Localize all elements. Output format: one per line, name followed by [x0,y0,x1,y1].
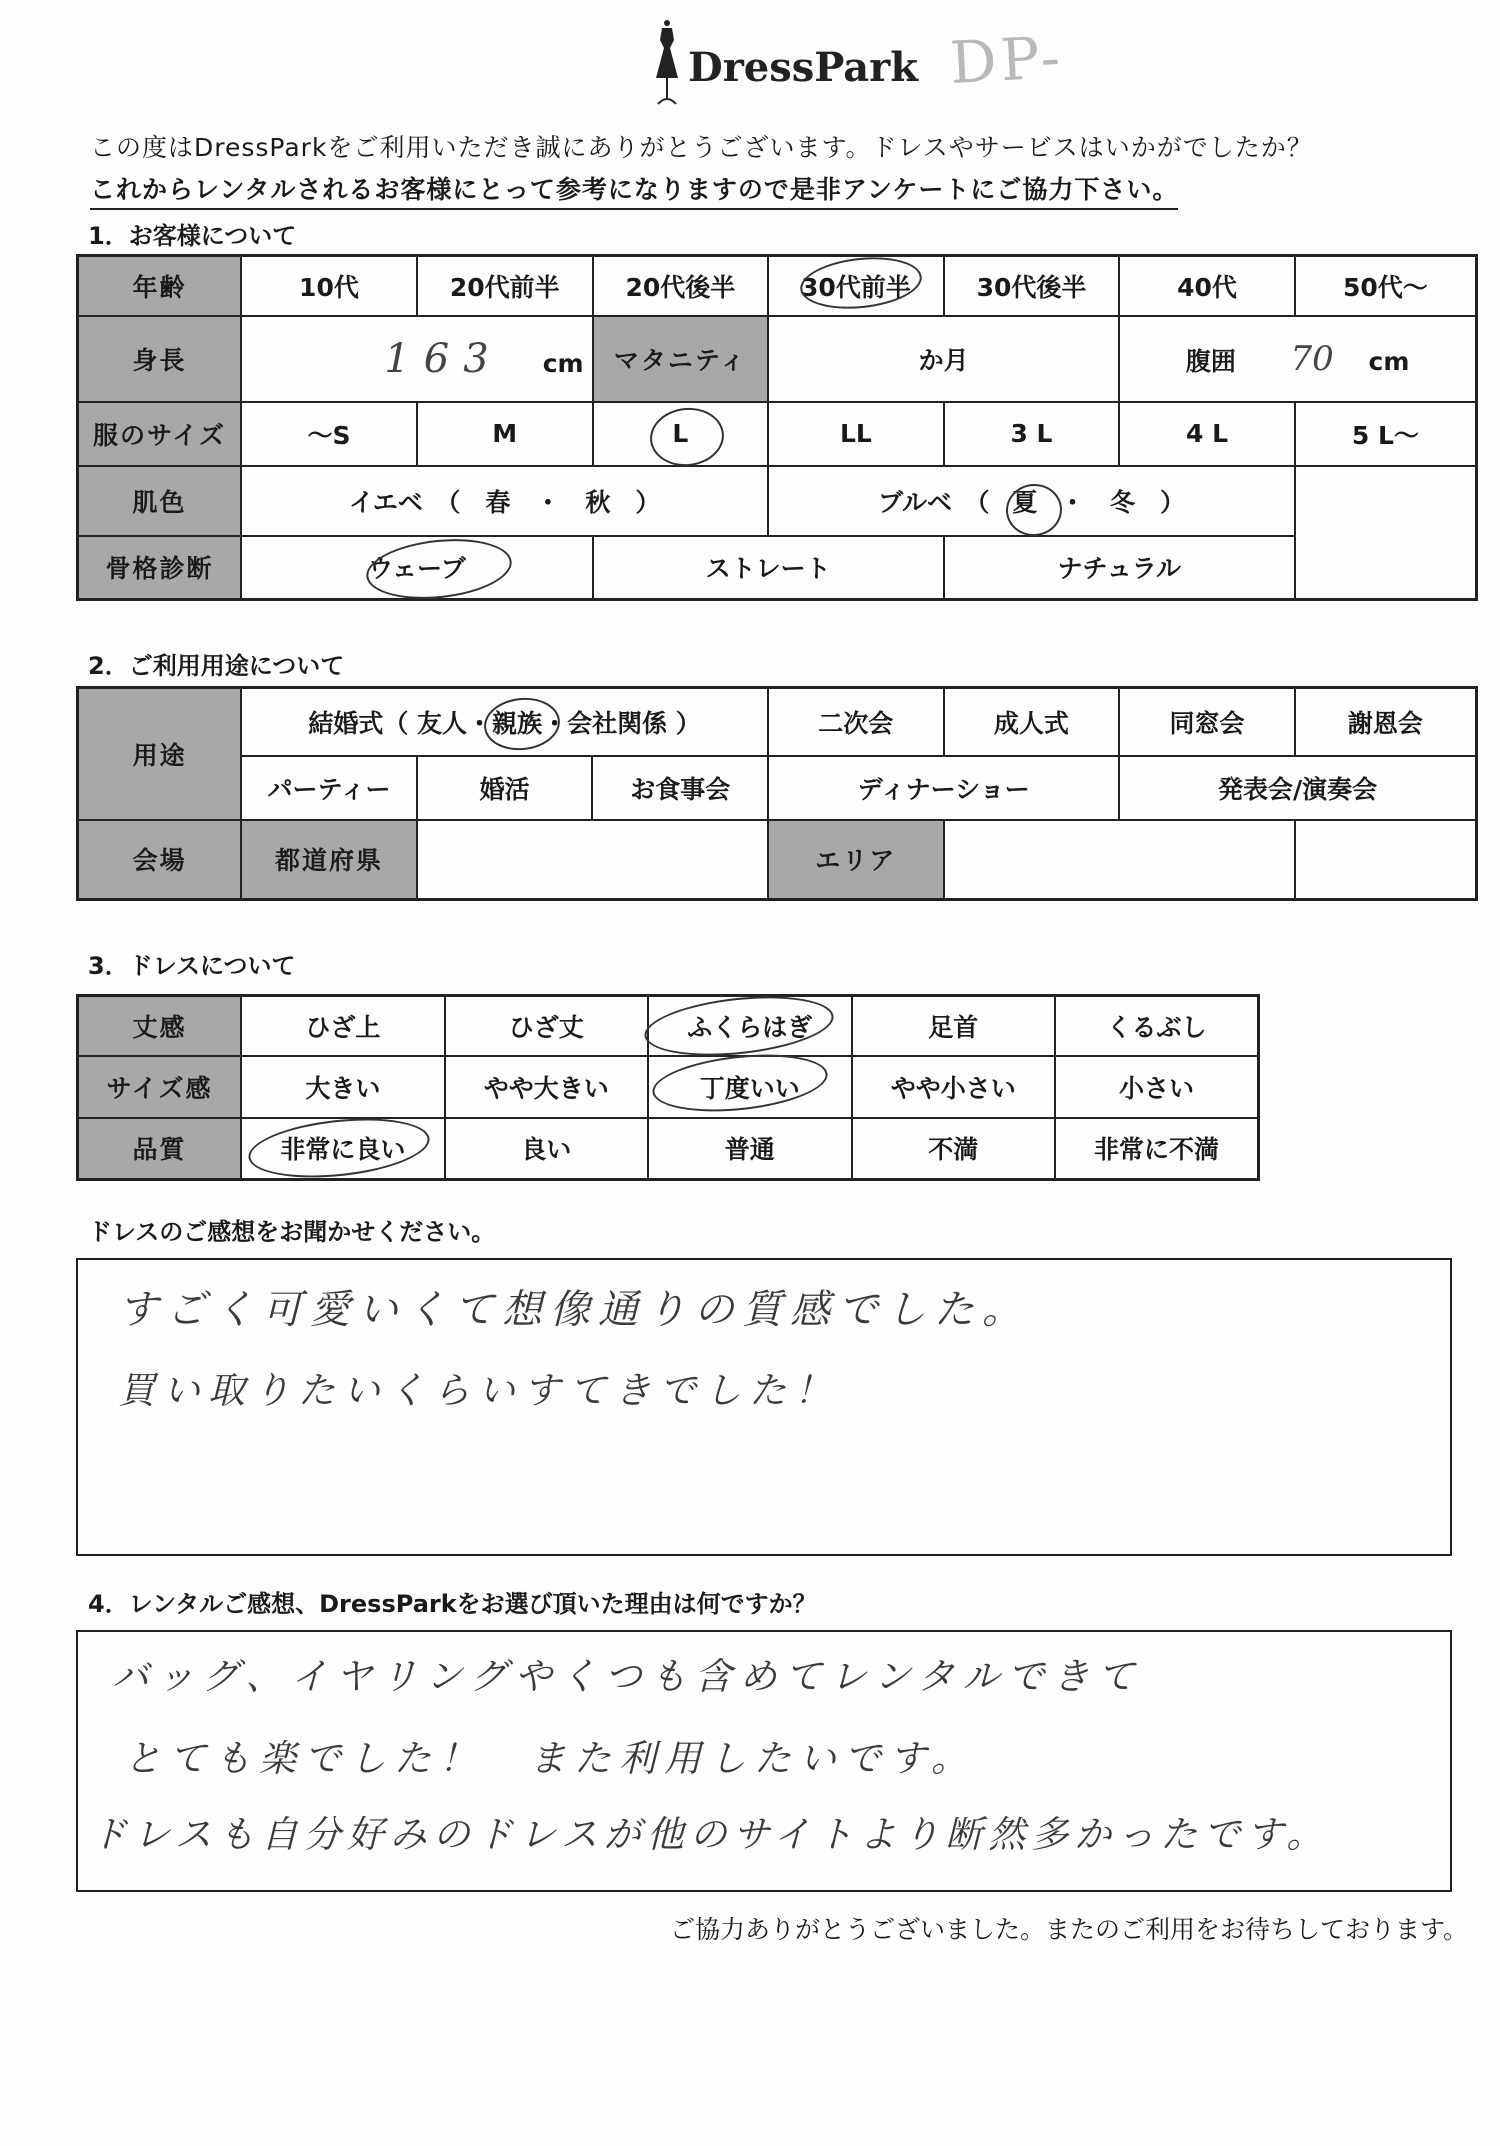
skin-blue-prefix: ブルベ （ [878,487,990,517]
length-option[interactable]: ひざ丈 [445,996,648,1056]
dresspark-logo [650,18,918,118]
thanks-note: ご協力ありがとうございました。またのご利用をお待ちしております。 [669,1915,1468,1944]
purpose-option[interactable]: ディナーショー [768,756,1119,820]
reason-line-3: ドレスも自分好みのドレスが他のサイトより断然多かったです。 [90,1813,1330,1856]
skin-blue-base[interactable] [768,466,1295,536]
waist-label: 腹囲 [1185,346,1236,376]
fit-option[interactable]: 小さい [1055,1056,1259,1118]
fit-option[interactable]: やや大きい [445,1056,648,1118]
frame-option-selected[interactable]: ウェーブ [241,536,593,600]
height-unit: cm [542,348,584,378]
purpose-wedding[interactable] [241,688,768,756]
maternity-unit: か月 [918,345,969,375]
frame-option[interactable]: ナチュラル [944,536,1295,600]
age-option[interactable]: 10代 [241,256,417,316]
frame-label: 骨格診断 [78,536,242,600]
section1-title: 1．お客様について [88,222,297,250]
age-option[interactable]: 30代後半 [944,256,1120,316]
logo-text: DressPark [688,44,918,91]
length-label: 丈感 [78,996,242,1056]
age-option[interactable]: 50代～ [1295,256,1477,316]
age-option[interactable]: 20代後半 [593,256,769,316]
impressions-line-2: 買い取りたいくらいすてきでした！ [118,1369,840,1412]
quality-option[interactable]: 普通 [648,1118,851,1180]
fit-option[interactable]: やや小さい [852,1056,1055,1118]
prefecture-field[interactable] [417,820,768,900]
reason-line-1: バッグ、イヤリングやくつも含めてレンタルできて [112,1655,1143,1698]
wedding-family[interactable]: 親族 [492,708,543,738]
fit-option-selected[interactable]: 丁度いい [648,1056,851,1118]
skin-label: 肌色 [78,466,242,536]
size-option[interactable]: LL [768,402,944,466]
venue-label: 会場 [78,820,242,900]
skin-blue-summer[interactable]: 夏 [1012,487,1038,517]
frame-option[interactable]: ストレート [593,536,944,600]
dress-table [76,994,1260,1181]
impressions-box[interactable] [76,1258,1452,1556]
size-option-selected[interactable]: L [593,402,769,466]
height-label: 身長 [78,316,242,402]
purpose-option[interactable]: 謝恩会 [1295,688,1477,756]
section4-title: 4．レンタルご感想、DressParkをお選び頂いた理由は何ですか？ [88,1590,817,1618]
length-option[interactable]: ひざ上 [241,996,444,1056]
area-field[interactable] [944,820,1295,900]
size-option[interactable]: 4 L [1119,402,1295,466]
area-label: エリア [768,820,944,900]
quality-option-selected[interactable]: 非常に良い [241,1118,444,1180]
age-option[interactable]: 20代前半 [417,256,593,316]
customer-table [76,254,1478,601]
purpose-option[interactable]: 発表会/演奏会 [1119,756,1476,820]
age-label: 年齢 [78,256,242,316]
reason-line-2: とても楽でした！ また利用したいです。 [124,1737,977,1780]
waist-value: 70 [1290,338,1334,379]
height-field[interactable] [241,316,593,402]
maternity-field[interactable] [768,316,1119,402]
purpose-label: 用途 [78,688,242,820]
waist-unit: cm [1368,346,1410,376]
length-option[interactable]: くるぶし [1055,996,1259,1056]
quality-option[interactable]: 良い [445,1118,648,1180]
purpose-option[interactable]: 二次会 [768,688,944,756]
skin-yellow-base[interactable]: イエベ （ 春 ・ 秋 ） [241,466,768,536]
maternity-label: マタニティ [593,316,769,402]
dress-form-icon [650,18,684,108]
purpose-option[interactable]: 同窓会 [1119,688,1295,756]
fit-label: サイズ感 [78,1056,242,1118]
quality-option[interactable]: 不満 [852,1118,1055,1180]
quality-label: 品質 [78,1118,242,1180]
length-option[interactable]: 足首 [852,996,1055,1056]
reason-box[interactable] [76,1630,1452,1892]
size-option[interactable]: 3 L [944,402,1120,466]
purpose-option[interactable]: 婚活 [417,756,593,820]
fit-option[interactable]: 大きい [241,1056,444,1118]
height-value: 163 [384,335,503,382]
purpose-option[interactable]: パーティー [241,756,417,820]
impressions-title: ドレスのご感想をお聞かせください。 [88,1218,496,1246]
age-option-selected[interactable]: 30代前半 [768,256,944,316]
section2-title: 2．ご利用用途について [88,652,345,680]
size-option[interactable]: ～S [241,402,417,466]
section3-title: 3．ドレスについて [88,952,296,980]
wedding-suffix: ・会社関係 ） [542,708,701,738]
size-label: 服のサイズ [78,402,242,466]
age-option[interactable]: 40代 [1119,256,1295,316]
skin-blue-suffix: ・ 冬 ） [1059,487,1185,517]
intro-line-2: これからレンタルされるお客様にとって参考になりますので是非アンケートにご協力下さい。 [90,170,1178,210]
purpose-option[interactable]: 成人式 [944,688,1120,756]
impressions-line-1: すごく可愛いくて想像通りの質感でした。 [118,1287,1030,1333]
size-option[interactable]: M [417,402,593,466]
purpose-option[interactable]: お食事会 [592,756,768,820]
size-option[interactable]: 5 L～ [1295,402,1477,466]
prefecture-label: 都道府県 [241,820,417,900]
id-stamp: DP- [948,23,1066,97]
length-option-selected[interactable]: ふくらはぎ [648,996,851,1056]
quality-option[interactable]: 非常に不満 [1055,1118,1259,1180]
waist-field[interactable] [1119,316,1476,402]
purpose-table [76,686,1478,901]
intro-line-1: この度はDressParkをご利用いただき誠にありがとうございます。ドレスやサービスはいかがでしたか？ [90,133,1313,162]
wedding-prefix: 結婚式（ 友人・ [308,708,493,738]
